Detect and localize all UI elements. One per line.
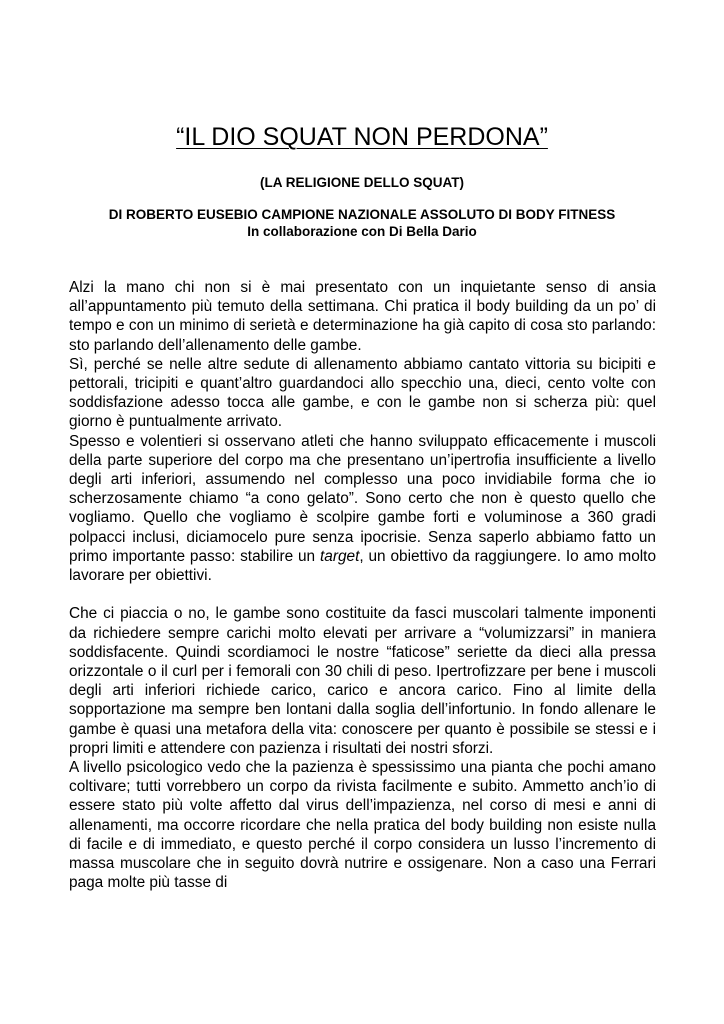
author-line: DI ROBERTO EUSEBIO CAMPIONE NAZIONALE ASSOLUTO DI BODY FITNESS [108,207,616,222]
paragraph-3-text: Spesso e volentieri si osservano atleti che hanno sviluppato efficacemente i muscoli della parte superiore del corpo ma che presentano un’ipertrofia insufficiente a livello degli arti inferiori, assumendo nel complesso una poco invidiabile forma che io scherzosamente chiamo “a cono gelato”. Sono certo che non è questo quello che vogliamo. Quello che vogliamo è scolpire gambe forti e voluminose a 360 gradi polpacci inclusi, diciamocelo pure senza ipocrisie. Senza saperlo abbiamo fatto un primo importante passo: stabilire un [69,432,656,565]
collaboration-line: In collaborazione con Di Bella Dario [247,224,477,239]
paragraph-2: Sì, perché se nelle altre sedute di allenamento abbiamo cantato vittoria su bicipiti e pettorali, tricipiti e quant’altro guardandoci allo specchio una, dieci, cento volte con soddisfazione adesso tocca alle gambe, e con le gambe non si scherza più: quel giorno è puntualmente arrivato. [69,355,656,431]
target-word: target [319,547,360,565]
paragraph-4: Che ci piaccia o no, le gambe sono costituite da fasci muscolari talmente imponenti da richiedere sempre carichi molto elevati per arrivare a “volumizzarsi” in maniera soddisfacente. Quindi scordiamoci le nostre “faticose” seriette da dieci alla pressa orizzontale o il curl per i femorali con 30 chili di peso. Ipertrofizzare per bene i muscoli degli arti inferiori richiede carico, carico e ancora carico. Fino al limite della sopportazione ma sempre ben lontani dalla soglia dell’infortunio. In fondo allenare le gambe è quasi una metafora della vita: conoscere per quanto è possibile se stessi e i propri limiti e attendere con pazienza i risultati dei nostri sforzi. [69,605,656,757]
author-block [0,206,724,240]
document-title: “IL DIO SQUAT NON PERDONA” [176,123,548,151]
paragraph-5: A livello psicologico vedo che la pazienza è spessissimo una pianta che pochi amano coltivare; tutti vorrebbero un corpo da rivista facilmente e subito. Ammetto anch’io di essere stato più volte affetto dal virus dell’impazienza, nel corso di mesi e anni di allenamenti, ma occorre ricordare che nella pratica del body building non esiste nulla di facile e di immediato, e questo perché il corpo considera un lusso l’incremento di massa muscolare che in seguito dovrà nutrire e ossigenare. Non a caso una Ferrari paga molte più tasse di [69,759,656,892]
paragraph-1: Alzi la mano chi non si è mai presentato con un inquietante senso di ansia all’appuntamento più temuto della settimana. Chi pratica il body building da un po’ di tempo e con un minimo di serietà e determinazione ha già capito di cosa sto parlando: sto parlando dell’allenamento delle gambe. [69,279,656,354]
body-text [69,278,656,892]
paragraph-3 [69,432,656,586]
document-subtitle: (LA RELIGIONE DELLO SQUAT) [260,175,464,190]
paragraph-3-tail: , un obiettivo da raggiungere. Io amo molto lavorare per obiettivi. [69,547,657,585]
